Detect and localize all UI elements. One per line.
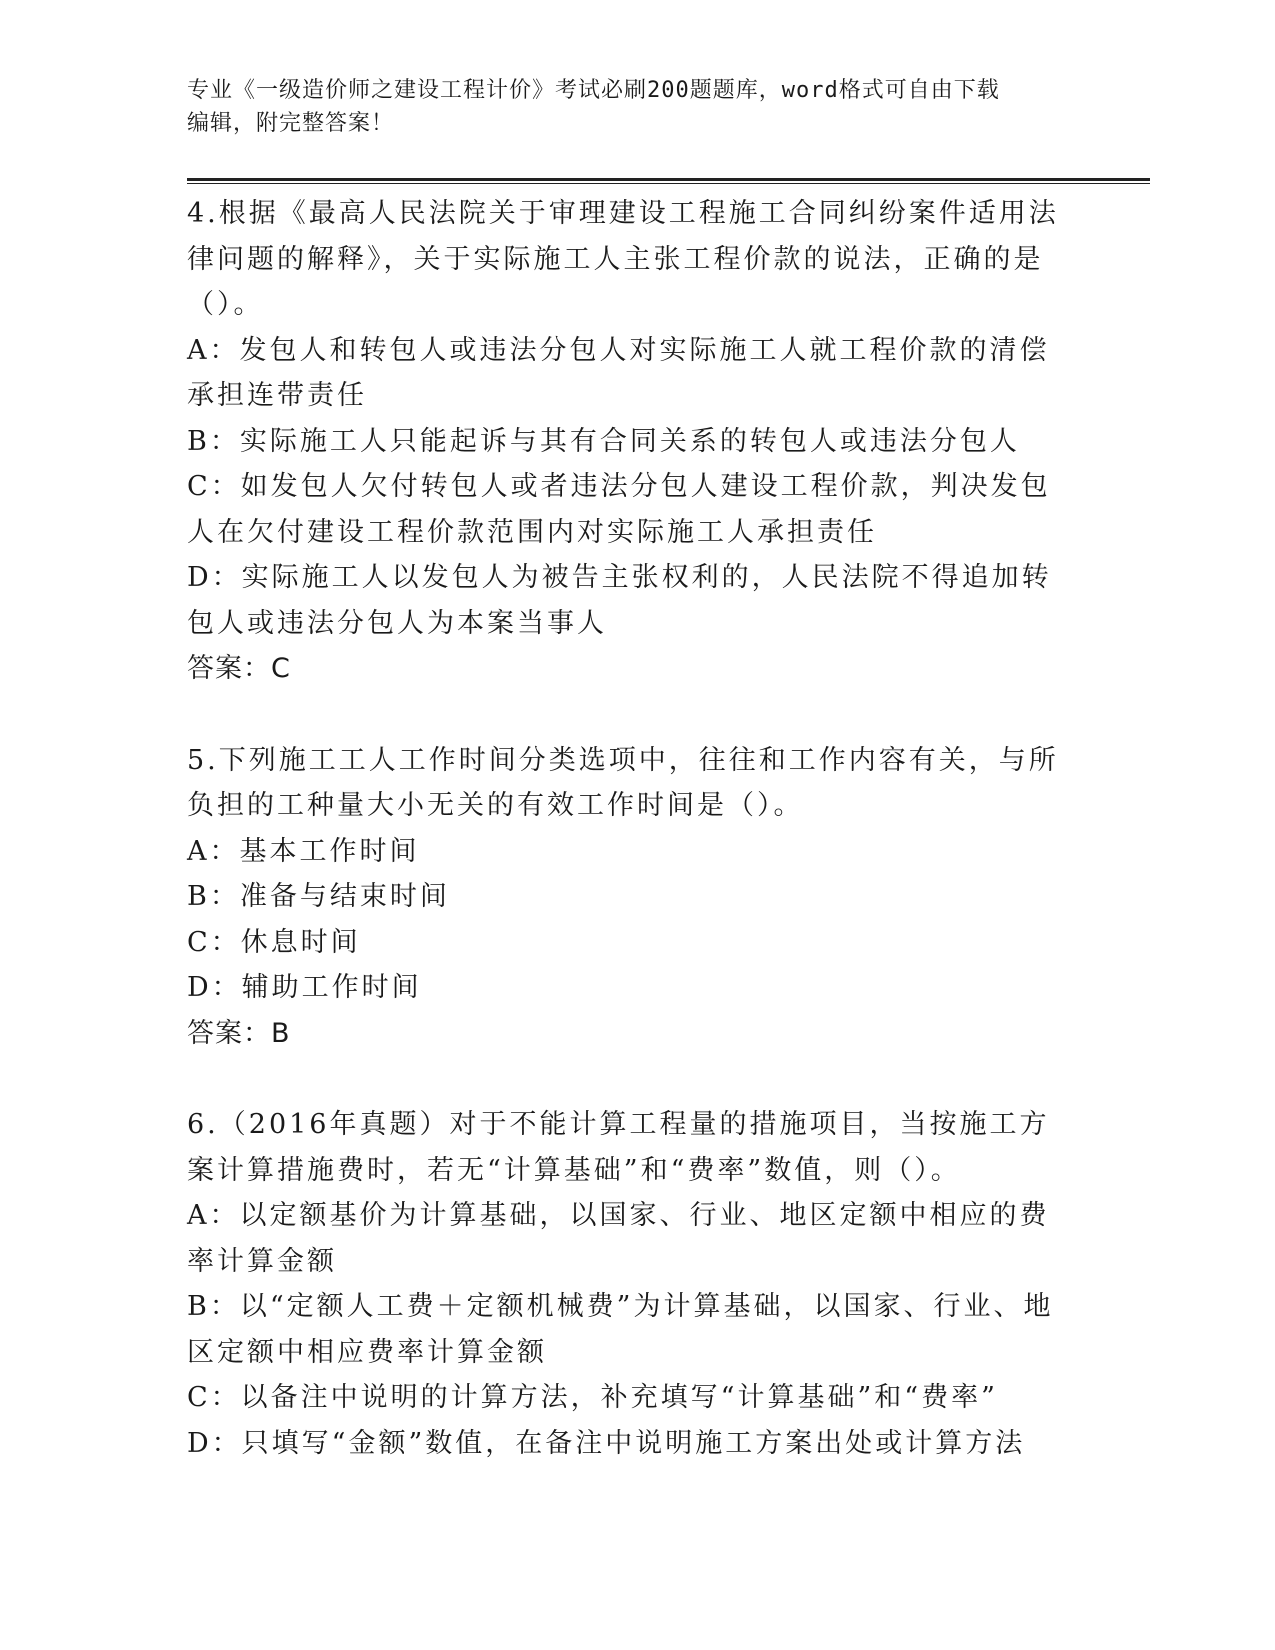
option-c: C：如发包人欠付转包人或者违法分包人建设工程价款，判决发包人在欠付建设工程价款范围内对实际施工人承担责任 <box>187 471 1051 548</box>
question-5 <box>187 738 1067 1057</box>
option-c: C：以备注中说明的计算方法，补充填写“计算基础”和“费率” <box>187 1382 998 1413</box>
question-stem: 4.根据《最高人民法院关于审理建设工程施工合同纠纷案件适用法律问题的解释》，关于实际施工人主张工程价款的说法，正确的是（）。 <box>187 198 1059 320</box>
option-a: A：基本工作时间 <box>187 835 420 867</box>
header-line-1: 专业《一级造价师之建设工程计价》考试必刷200题题库，word格式可自由下载 <box>187 78 1000 103</box>
answer-label: 答案：B <box>187 1017 291 1049</box>
option-a: A：发包人和转包人或违法分包人对实际施工人就工程价款的清偿承担连带责任 <box>187 334 1050 411</box>
question-stem: 6.（2016年真题）对于不能计算工程量的措施项目，当按施工方案计算措施费时，若无“计算基础”和“费率”数值，则（）。 <box>187 1109 1050 1186</box>
question-6 <box>187 1102 1067 1466</box>
document-header <box>187 74 1067 140</box>
header-line-2: 编辑，附完整答案！ <box>187 111 395 136</box>
question-4 <box>187 191 1067 692</box>
option-d: D：只填写“金额”数值，在备注中说明施工方案出处或计算方法 <box>187 1427 1026 1459</box>
question-list <box>187 191 1067 1512</box>
option-b: B：实际施工人只能起诉与其有合同关系的转包人或违法分包人 <box>187 425 1020 457</box>
answer-label: 答案：C <box>187 653 291 684</box>
option-d: D：实际施工人以发包人为被告主张权利的，人民法院不得追加转包人或违法分包人为本案当事人 <box>187 562 1052 639</box>
option-b: B：以“定额人工费＋定额机械费”为计算基础，以国家、行业、地区定额中相应费率计算金额 <box>187 1291 1054 1368</box>
header-divider-thin <box>187 183 1150 184</box>
question-stem: 5.下列施工工人工作时间分类选项中，往往和工作内容有关，与所负担的工种量大小无关的有效工作时间是（）。 <box>187 744 1059 821</box>
option-a: A：以定额基价为计算基础，以国家、行业、地区定额中相应的费率计算金额 <box>187 1200 1050 1277</box>
option-d: D：辅助工作时间 <box>187 972 422 1003</box>
header-divider-thick <box>187 178 1150 181</box>
option-c: C：休息时间 <box>187 926 361 958</box>
option-b: B：准备与结束时间 <box>187 881 450 912</box>
